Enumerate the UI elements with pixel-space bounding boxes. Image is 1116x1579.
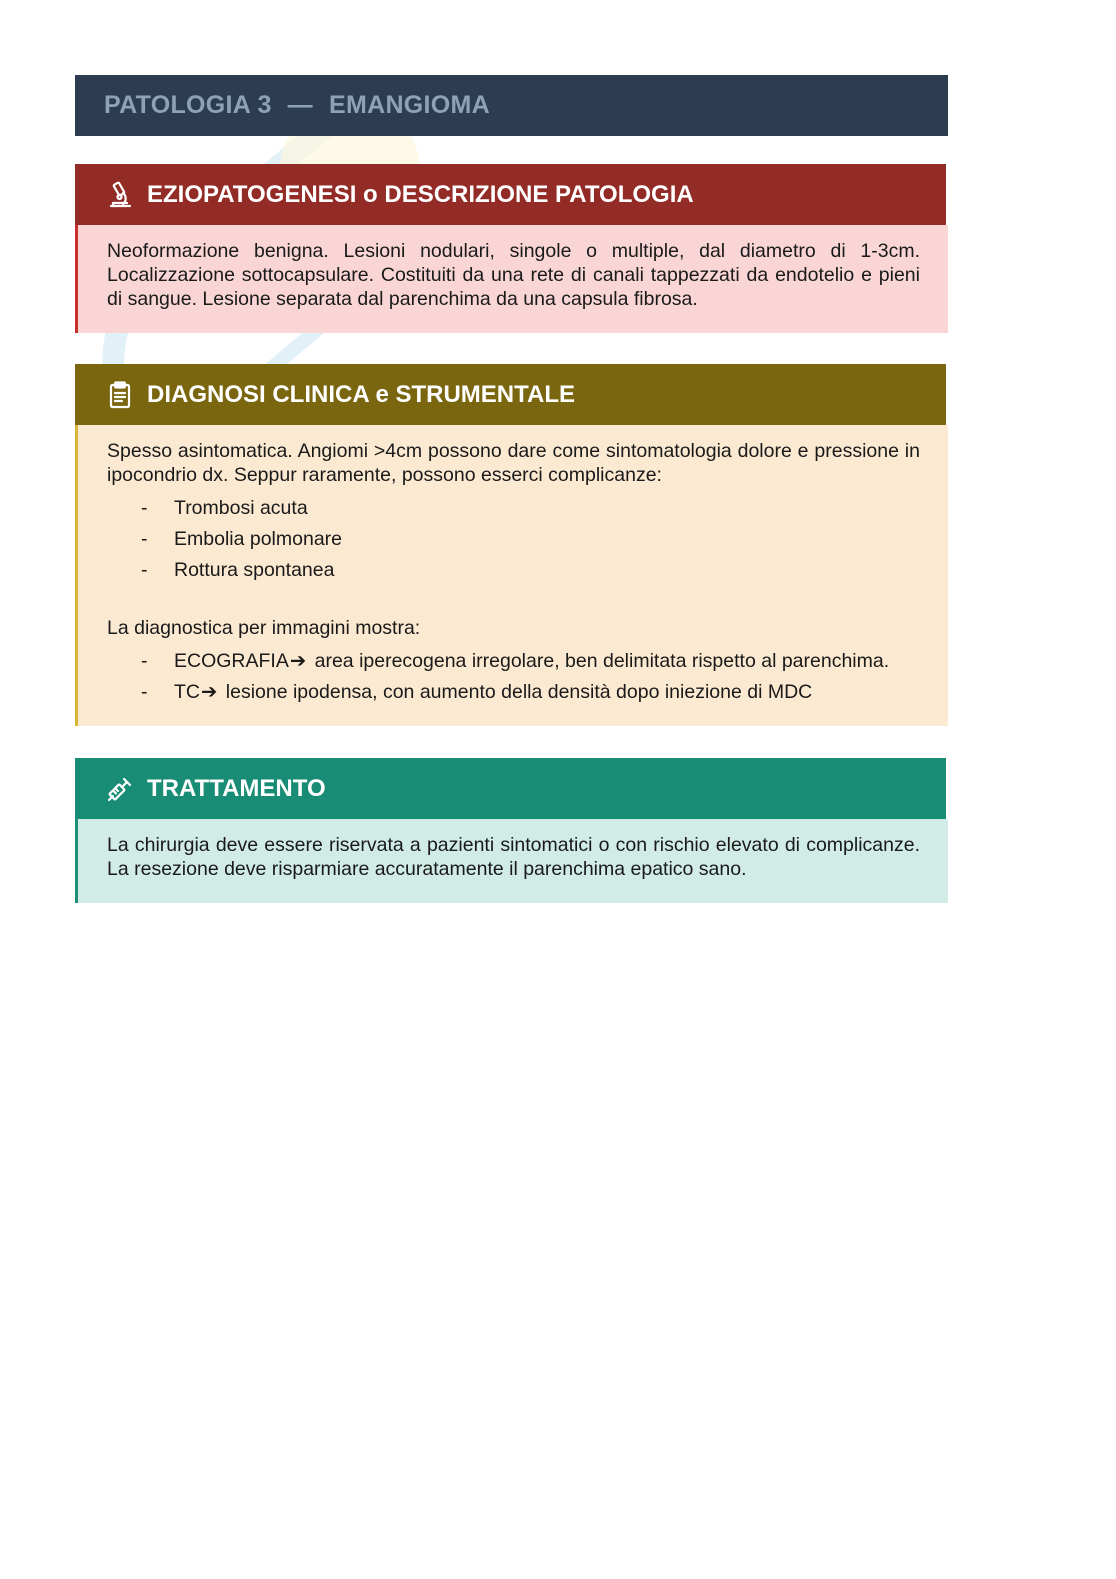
clipboard-icon: [105, 380, 135, 410]
title-prefix: PATOLOGIA 3: [104, 91, 272, 119]
syringe-icon: [105, 774, 135, 804]
list-item: - Trombosi acuta: [107, 493, 920, 524]
microscope-icon: [105, 180, 135, 210]
section-diagnosi-header: [75, 364, 946, 425]
imaging-text: lesione ipodensa, con aumento della densità dopo iniezione di MDC: [225, 681, 813, 703]
section-eziopatogenesi-title: EZIOPATOGENESI o DESCRIZIONE PATOLOGIA: [147, 180, 694, 208]
arrow-right-icon: ➔: [289, 650, 307, 672]
trattamento-text: La chirurgia deve essere riservata a pazienti sintomatici o con rischio elevato di complicanze. La resezione deve risparmiare accuratamente il parenchima epatico sano.: [107, 834, 920, 880]
title-name: EMANGIOMA: [328, 91, 491, 119]
section-trattamento-header: [75, 758, 946, 819]
section-diagnosi-title: DIAGNOSI CLINICA e STRUMENTALE: [147, 380, 576, 408]
section-eziopatogenesi-body: [75, 225, 948, 333]
arrow-right-icon: ➔: [201, 681, 218, 703]
imaging-list: [107, 646, 920, 708]
eziopatogenesi-text: Neoformazione benigna. Lesioni nodulari, singole o multiple, dal diametro di 1-3cm. Localizzazione sottocapsulare. Costituiti da una rete di canali tappezzati da endotelio e pieni di sangue. Lesione separata dal parenchima da una capsula fibrosa.: [107, 240, 920, 310]
complications-list: [107, 493, 920, 586]
imaging-label: TC: [174, 681, 200, 703]
section-eziopatogenesi-header: [75, 164, 946, 225]
page-title-bar: [75, 75, 948, 136]
imaging-text: area iperecogena irregolare, ben delimitata rispetto al parenchima.: [314, 650, 890, 672]
list-item: [107, 646, 920, 677]
section-trattamento-body: [75, 819, 948, 903]
list-item: - Embolia polmonare: [107, 524, 920, 555]
list-item: [107, 677, 920, 708]
section-diagnosi-body: [75, 425, 948, 726]
imaging-label: ECOGRAFIA: [174, 650, 289, 672]
diagnosi-intro: Spesso asintomatica. Angiomi >4cm possono dare come sintomatologia dolore e pressione in ipocondrio dx. Seppur raramente, possono esserci complicanze:: [107, 440, 920, 486]
section-trattamento-title: TRATTAMENTO: [147, 774, 326, 802]
title-separator: —: [287, 91, 313, 119]
list-item: - Rottura spontanea: [107, 555, 920, 586]
imaging-intro: La diagnostica per immagini mostra:: [107, 617, 421, 639]
